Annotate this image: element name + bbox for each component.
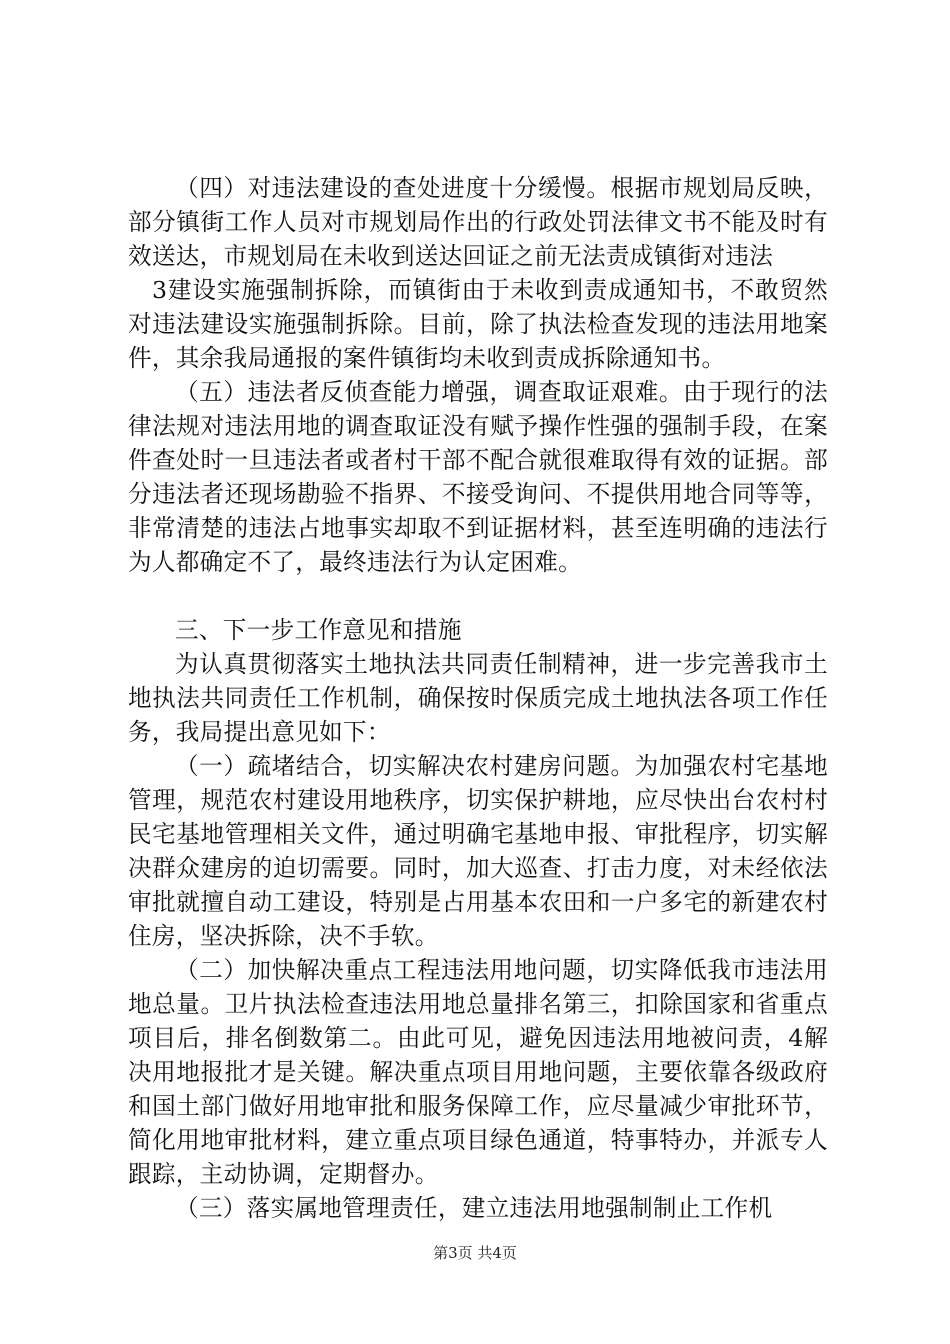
paragraph-section-4: （四）对违法建设的查处进度十分缓慢。根据市规划局反映，部分镇街工作人员对市规划局作出的行政处罚法律文书不能及时有效送达，市规划局在未收到送达回证之前无法责成镇街对违法 <box>128 174 828 270</box>
paragraph-section-4-continued: 3建设实施强制拆除，而镇街由于未收到责成通知书，不敢贸然对违法建设实施强制拆除。目前，除了执法检查发现的违法用地案件，其余我局通报的案件镇街均未收到责成拆除通知书。 <box>128 276 828 372</box>
page-number-footer: 第3页 共4页 <box>433 1244 517 1262</box>
paragraph-item-1: （一）疏堵结合，切实解决农村建房问题。为加强农村宅基地管理，规范农村建设用地秩序，切实保护耕地，应尽快出台农村村民宅基地管理相关文件，通过明确宅基地申报、审批程序，切实解决群众建房的迫切需要。同时，加大巡查、打击力度，对未经依法审批就擅自动工建设，特别是占用基本农田和一户多宅的新建农村住房，坚决拆除，决不手软。 <box>128 752 828 950</box>
paragraph-section-5: （五）违法者反侦查能力增强，调查取证艰难。由于现行的法律法规对违法用地的调查取证没有赋予操作性强的强制手段，在案件查处时一旦违法者或者村干部不配合就很难取得有效的证据。部分违法者还现场勘验不指界、不接受询问、不提供用地合同等等，非常清楚的违法占地事实却取不到证据材料，甚至连明确的违法行为人都确定不了，最终违法行为认定困难。 <box>128 378 828 576</box>
paragraph-item-2: （二）加快解决重点工程违法用地问题，切实降低我市违法用地总量。卫片执法检查违法用地总量排名第三，扣除国家和省重点项目后，排名倒数第二。由此可见，避免因违法用地被问责，4解决用地报批才是关键。解决重点项目用地问题，主要依靠各级政府和国土部门做好用地审批和服务保障工作，应尽量减少审批环节，简化用地审批材料，建立重点项目绿色通道，特事特办，并派专人跟踪，主动协调，定期督办。 <box>128 956 828 1188</box>
paragraph-item-3: （三）落实属地管理责任，建立违法用地强制制止工作机 <box>175 1194 773 1222</box>
section-heading-next-steps: 三、下一步工作意见和措施 <box>175 616 462 644</box>
paragraph-intro: 为认真贯彻落实土地执法共同责任制精神，进一步完善我市土地执法共同责任工作机制，确保按时保质完成土地执法各项工作任务，我局提出意见如下： <box>128 650 828 746</box>
document-body <box>128 171 828 1225</box>
